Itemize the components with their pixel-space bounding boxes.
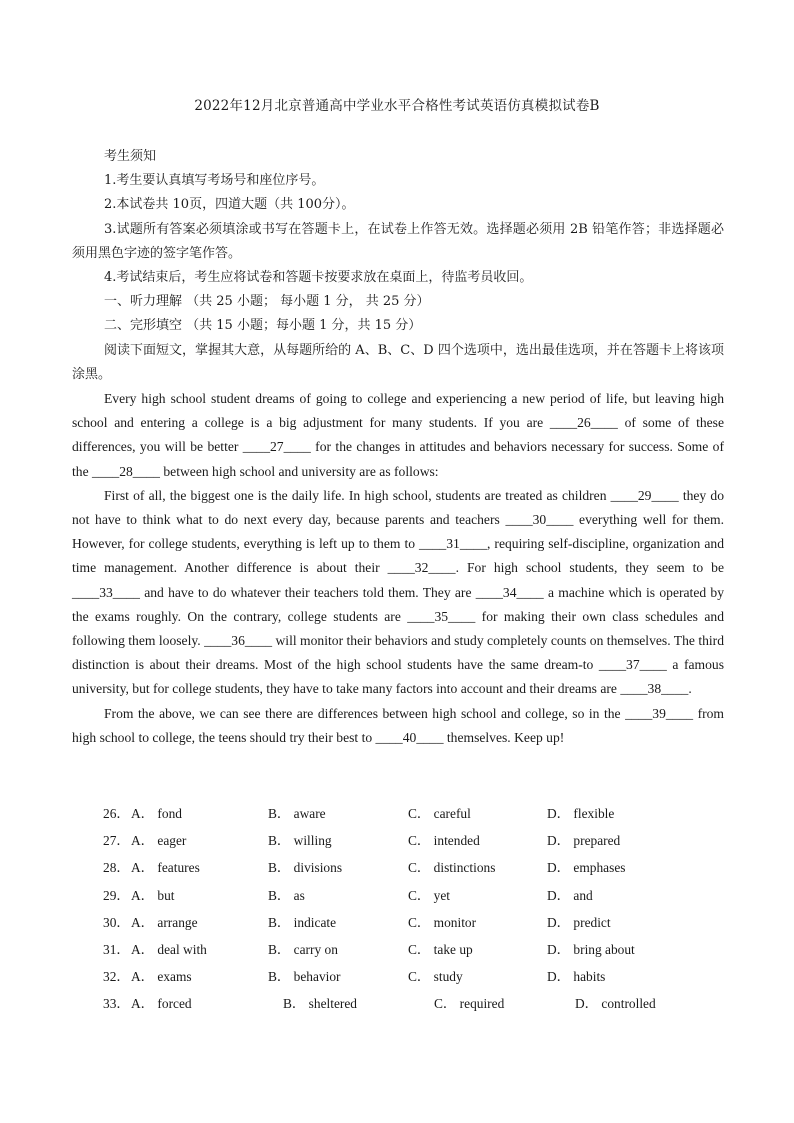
option-c: C． distinctions [408, 860, 496, 876]
option-b: B． carry on [268, 941, 338, 957]
option-a: A． arrange [131, 914, 198, 930]
section-listening: 一、听力理解 （共 25 小题； 每小题 1 分， 共 25 分） [104, 294, 430, 310]
question-row [103, 993, 733, 1020]
option-c: C． take up [408, 941, 473, 957]
option-a: A． eager [131, 833, 187, 849]
option-d: D． flexible [547, 806, 615, 821]
question-row [103, 857, 733, 884]
option-d: D． controlled [575, 996, 656, 1012]
option-c: C． required [434, 996, 505, 1012]
option-c: C． monitor [408, 914, 477, 930]
option-b: B． sheltered [283, 996, 358, 1012]
notice-item-3: 3.试题所有答案必须填涂或书写在答题卡上，在试卷上作答无效。选择题必须用 2B 铅笔作答；非选择题必须用黑色字迹的签字笔作答。 [72, 221, 724, 261]
option-a: A． fond [131, 806, 182, 821]
option-d: D． bring about [547, 941, 635, 957]
option-d: D． habits [547, 969, 606, 985]
question-number: 33． [103, 996, 130, 1012]
passage-paragraph-3: From the above, we can see there are differences between high school and college, so in the ____39____ from high school to college, the teens should try their best to ____40____ themselves. Keep up! [72, 705, 724, 745]
notice-item-2: 2.本试卷共 10页，四道大题（共 100分）。 [104, 197, 355, 213]
option-d: D． emphases [547, 860, 626, 876]
question-number: 32． [103, 969, 130, 985]
notice-heading: 考生须知 [104, 149, 157, 164]
option-c: C． intended [408, 833, 480, 849]
option-b: B． as [268, 887, 305, 903]
option-c: C． yet [408, 887, 451, 903]
option-b: B． behavior [268, 969, 341, 985]
option-a: A． but [131, 887, 175, 903]
question-row [103, 966, 733, 993]
option-a: A． exams [131, 969, 192, 985]
question-number: 26． [103, 806, 130, 821]
question-row [103, 939, 733, 966]
question-row [103, 912, 733, 939]
option-a: A． forced [131, 996, 192, 1012]
question-number: 31． [103, 941, 130, 957]
answer-options [103, 803, 733, 1021]
exam-title: 2022年12月北京普通高中学业水平合格性考试英语仿真模拟试卷B [194, 98, 600, 114]
exam-body [72, 145, 724, 750]
option-d: D． and [547, 887, 593, 903]
option-b: B． indicate [268, 914, 337, 930]
question-number: 30． [103, 914, 130, 930]
question-row [103, 803, 733, 830]
option-b: B． aware [268, 806, 326, 821]
option-a: A． features [131, 860, 200, 876]
option-b: B． divisions [268, 860, 343, 876]
option-d: D． predict [547, 914, 611, 930]
option-a: A． deal with [131, 941, 207, 957]
option-d: D． prepared [547, 833, 621, 849]
section-cloze: 二、完形填空 （共 15 小题；每小题 1 分，共 15 分） [104, 318, 422, 334]
passage-paragraph-2: First of all, the biggest one is the daily life. In high school, students are treated as children ____29____ they do not have to think what to do next every day, because parents and teachers ____30____ everything well for them. However, for college students, everything is left up to them to ____31____, requiring self-discipline, organization and time management. Another difference is about their ____32____. For high school students, they seem to be ____33____ and have to do whatever their teachers told them. They are ____34____ a machine which is operated by the exams roughly. On the contrary, college students are ____35____ for making their own class schedules and following them loosely. ____36____ will monitor their behaviors and study completely counts on themselves. The third distinction is about their dreams. Most of the high school students have the same dream-to ____37____ a famous university, but for college students, they have to take many factors into account and their dreams are ____38____. [72, 487, 724, 697]
question-number: 28． [103, 860, 130, 876]
question-number: 29． [103, 887, 130, 903]
option-b: B． willing [268, 833, 332, 849]
notice-item-4: 4.考试结束后，考生应将试卷和答题卡按要求放在桌面上，待监考员收回。 [104, 270, 533, 286]
notice-item-1: 1.考生要认真填写考场号和座位序号。 [104, 173, 325, 189]
question-row [103, 885, 733, 912]
option-c: C． study [408, 969, 463, 985]
passage-paragraph-1: Every high school student dreams of going to college and experiencing a new period of life, but leaving high school and entering a college is a big adjustment for many students. If you are ____26____ of some of these differences, you will be better ____27____ for the changes in attitudes and behaviors necessary for success. Some of the ____28____ between high school and university are as follows: [72, 391, 724, 479]
option-c: C． careful [408, 806, 471, 821]
cloze-instruction: 阅读下面短文，掌握其大意，从每题所给的 A、B、C、D 四个选项中，选出最佳选项，并在答题卡上将该项涂黑。 [72, 342, 724, 382]
question-row [103, 830, 733, 857]
question-number: 27． [103, 833, 130, 849]
